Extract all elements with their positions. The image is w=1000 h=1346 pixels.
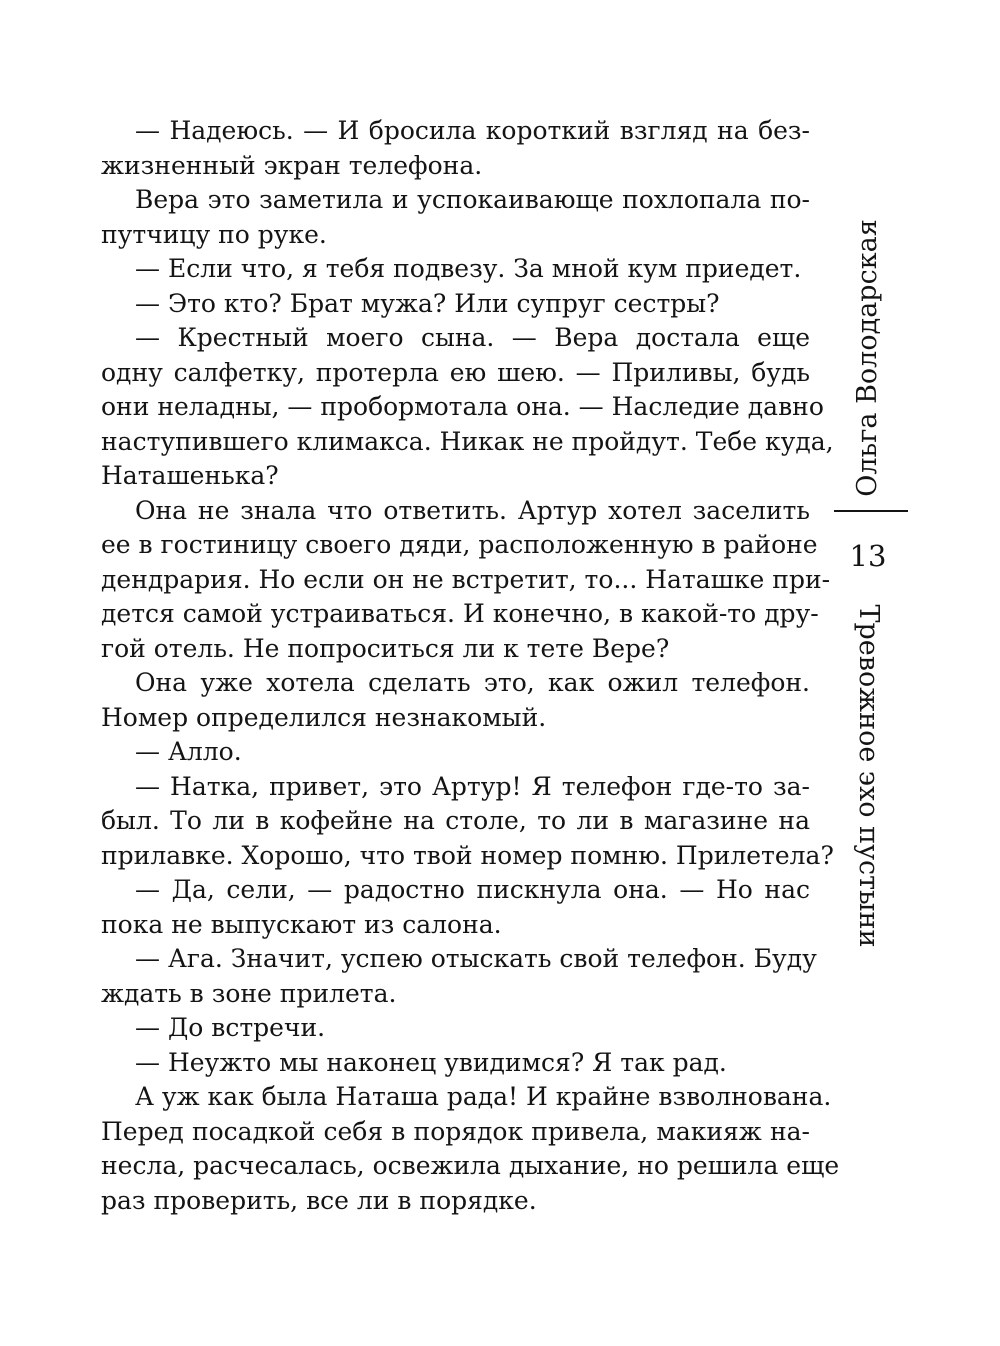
text-line: Наташенька? — [101, 461, 279, 490]
text-line: Она уже хотела сделать это, как ожил телефон. — [135, 668, 810, 697]
text-line: А уж как была Наташа рада! И крайне взволнована. — [135, 1082, 832, 1111]
running-sidebar — [818, 0, 918, 1346]
text-line: — Алло. — [135, 737, 242, 766]
text-line: — Неужто мы наконец увидимся? Я так рад. — [135, 1047, 727, 1077]
text-line: — Натка, привет, это Артур! Я телефон где-то за- — [135, 771, 810, 801]
text-line: одну салфетку, протерла ею шею. — Приливы, будь — [101, 357, 810, 387]
text-line: ее в гостиницу своего дяди, расположенную в районе — [101, 530, 818, 559]
text-line: наступившего климакса. Никак не пройдут. Тебе куда, — [101, 426, 834, 456]
text-line: Она не знала что ответить. Артур хотел заселить — [135, 495, 810, 525]
text-line: — До встречи. — [135, 1013, 326, 1042]
text-line: Перед посадкой себя в порядок привела, макияж на- — [101, 1116, 810, 1146]
author-name: Ольга Володарская — [852, 219, 883, 497]
text-line: дется самой устраиваться. И конечно, в какой-то дру- — [101, 599, 819, 628]
text-line: был. То ли в кофейне на столе, то ли в магазине на — [101, 806, 810, 835]
text-line: пока не выпускают из салона. — [101, 909, 502, 939]
book-title: Тревожное эхо пустыни — [853, 604, 884, 948]
text-line: они неладны, — пробормотала она. — Наследие давно — [101, 392, 824, 421]
sidebar-divider — [834, 510, 908, 512]
text-line: — Это кто? Брат мужа? Или супруг сестры? — [135, 288, 720, 318]
text-line: жизненный экран телефона. — [101, 150, 483, 180]
text-line: — Крестный моего сына. — Вера достала еще — [135, 323, 810, 352]
text-line: — Надеюсь. — И бросила короткий взгляд на без- — [135, 116, 810, 145]
text-line: раз проверить, все ли в порядке. — [101, 1185, 537, 1215]
page-number: 13 — [849, 539, 887, 573]
text-line: Вера это заметила и успокаивающе похлопала по- — [135, 185, 810, 214]
text-line: путчицу по руке. — [101, 219, 327, 249]
text-line: Номер определился незнакомый. — [101, 702, 547, 732]
text-line: — Если что, я тебя подвезу. За мной кум приедет. — [135, 254, 802, 283]
text-line: ждать в зоне прилета. — [101, 978, 397, 1008]
text-line: — Ага. Значит, успею отыскать свой телефон. Буду — [135, 944, 817, 973]
text-line: гой отель. Не попроситься ли к тете Вере? — [101, 633, 670, 663]
body-text — [101, 114, 840, 1218]
text-line: дендрария. Но если он не встретит, то... Наташке при- — [101, 564, 831, 594]
text-line: — Да, сели, — радостно пискнула она. — Но нас — [135, 875, 810, 904]
text-line: несла, расчесалась, освежила дыхание, но решила еще — [101, 1151, 840, 1180]
text-line: прилавке. Хорошо, что твой номер помню. Прилетела? — [101, 840, 834, 870]
